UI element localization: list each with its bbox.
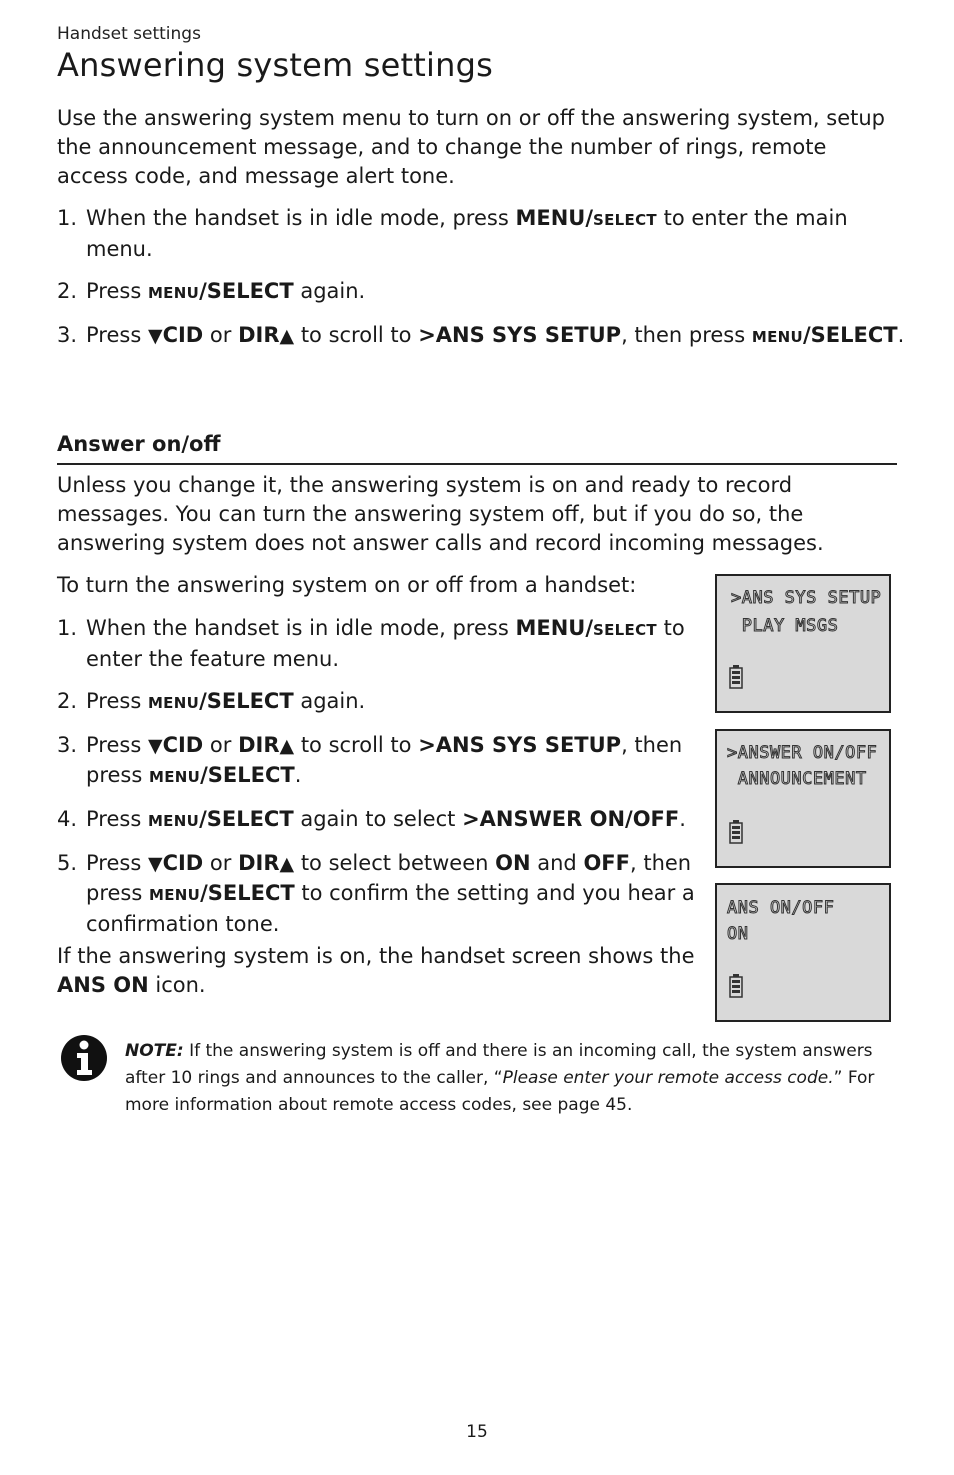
handset-screen — [715, 574, 891, 713]
step-text: to enter the main menu. — [86, 206, 848, 261]
list-item — [57, 805, 717, 836]
section-paragraph — [57, 942, 697, 1000]
key-select: /SELECT — [200, 881, 295, 905]
step-number: 3. — [57, 323, 78, 347]
step-text: again. — [293, 279, 366, 303]
para-text: If the answering system is on, the handset screen shows the — [57, 944, 695, 968]
step-text: Press — [86, 279, 148, 303]
step-number: 4. — [57, 807, 78, 831]
note-label: NOTE: — [125, 1041, 184, 1061]
intro-paragraph: Use the answering system menu to turn on or off the answering system, setup the announcement message, and to change the number of rings, remote access code, and message alert tone. — [57, 106, 885, 188]
option-on: ON — [495, 851, 531, 875]
key-menu: MENU — [148, 886, 201, 904]
screen-line: ON — [727, 924, 749, 944]
note-body: ” For more information about remote access codes, see page 45. — [125, 1068, 875, 1115]
note-text — [125, 1038, 895, 1119]
step-text: to select between — [294, 851, 496, 875]
key-select: /SELECT — [199, 279, 294, 303]
step-text: . — [294, 763, 302, 787]
triangle-up-icon: ▲ — [279, 735, 295, 757]
triangle-down-icon: ▼ — [147, 325, 163, 347]
step-text: to scroll to — [294, 323, 419, 347]
ans-on-label: ANS ON — [57, 973, 149, 997]
screen-line: >ANSWER ON/OFF — [727, 743, 878, 763]
battery-icon — [729, 665, 743, 689]
step-text: . — [679, 807, 686, 831]
step-text: or — [203, 851, 239, 875]
section-heading: Answer on/off — [57, 432, 221, 456]
step-text: Press — [86, 807, 148, 831]
key-menu: MENU — [147, 694, 200, 712]
step-text: and — [530, 851, 584, 875]
step-number: 2. — [57, 279, 78, 303]
breadcrumb: Handset settings — [57, 24, 201, 44]
info-icon — [60, 1034, 108, 1082]
step-text: again. — [293, 689, 366, 713]
menu-option: >ANS SYS SETUP — [418, 323, 622, 347]
key-menu: MENU — [147, 812, 200, 830]
step-text: Press — [86, 323, 148, 347]
para-text: icon. — [148, 973, 206, 997]
battery-icon — [729, 974, 743, 998]
option-off: OFF — [583, 851, 630, 875]
answer-steps-list — [57, 614, 717, 952]
key-menu: MENU — [148, 768, 201, 786]
triangle-down-icon: ▼ — [147, 853, 163, 875]
step-number: 5. — [57, 851, 78, 875]
step-text: again to select — [293, 807, 463, 831]
menu-option: >ANS SYS SETUP — [418, 733, 622, 757]
step-number: 2. — [57, 689, 78, 713]
handset-screen — [715, 729, 891, 868]
key-select: /SELECT — [802, 323, 898, 347]
key-select: /SELECT — [199, 807, 294, 831]
key-cid: CID — [162, 851, 204, 875]
key-select: /SELECT — [200, 763, 295, 787]
list-item — [57, 614, 717, 674]
screen-line: ANS ON/OFF — [727, 898, 835, 918]
main-steps-list — [57, 204, 907, 365]
triangle-up-icon: ▲ — [279, 853, 295, 875]
screen-line: PLAY MSGS — [731, 616, 839, 636]
step-text: or — [203, 733, 239, 757]
battery-icon — [729, 820, 743, 844]
key-select: SELECT — [593, 211, 657, 229]
step-number: 1. — [57, 616, 78, 640]
page-title: Answering system settings — [57, 46, 493, 84]
note-body: If the answering system is off and there is an incoming call, the system answers after 10 rings and announces to the caller, “ — [125, 1041, 873, 1088]
step-text: to confirm the setting and you hear a confirmation tone. — [86, 881, 695, 936]
screen-line: >ANS SYS SETUP — [731, 588, 882, 608]
key-dir: DIR — [238, 323, 280, 347]
key-select: /SELECT — [199, 689, 294, 713]
list-item — [57, 321, 907, 352]
step-text: Press — [86, 733, 148, 757]
step-text: to enter the feature menu. — [86, 616, 685, 671]
step-text: When the handset is in idle mode, press — [86, 616, 516, 640]
list-item — [57, 204, 907, 264]
step-text: or — [203, 323, 239, 347]
section-paragraph: To turn the answering system on or off from a handset: — [57, 573, 637, 597]
screen-line: ANNOUNCEMENT — [727, 769, 867, 789]
list-item — [57, 687, 717, 718]
triangle-down-icon: ▼ — [147, 735, 163, 757]
step-number: 3. — [57, 733, 78, 757]
handset-screen — [715, 883, 891, 1022]
key-menu: MENU/ — [515, 206, 594, 230]
key-dir: DIR — [238, 733, 280, 757]
step-text: Press — [86, 689, 148, 713]
step-text: . — [897, 323, 905, 347]
step-text: , then press — [86, 733, 683, 787]
section-divider — [57, 463, 897, 465]
step-text: When the handset is in idle mode, press — [86, 206, 516, 230]
step-text: , then press — [621, 323, 752, 347]
step-number: 1. — [57, 206, 78, 230]
key-select: SELECT — [593, 621, 657, 639]
note-quote: Please enter your remote access code. — [502, 1068, 834, 1088]
key-menu: MENU/ — [515, 616, 594, 640]
key-cid: CID — [162, 733, 204, 757]
menu-option: >ANSWER ON/OFF — [462, 807, 680, 831]
page-number: 15 — [466, 1422, 488, 1442]
key-cid: CID — [162, 323, 204, 347]
section-paragraph: Unless you change it, the answering system is on and ready to record messages. You can turn the answering system off, but if you do so, the answering system does not answer calls and record incoming messages. — [57, 473, 824, 555]
triangle-up-icon: ▲ — [279, 325, 295, 347]
step-text: Press — [86, 851, 148, 875]
step-text: to scroll to — [294, 733, 419, 757]
list-item — [57, 731, 717, 792]
list-item — [57, 849, 717, 939]
key-menu: MENU — [147, 284, 200, 302]
key-dir: DIR — [238, 851, 280, 875]
key-menu: MENU — [751, 328, 803, 346]
step-text: , then press — [86, 851, 692, 905]
list-item — [57, 277, 907, 308]
